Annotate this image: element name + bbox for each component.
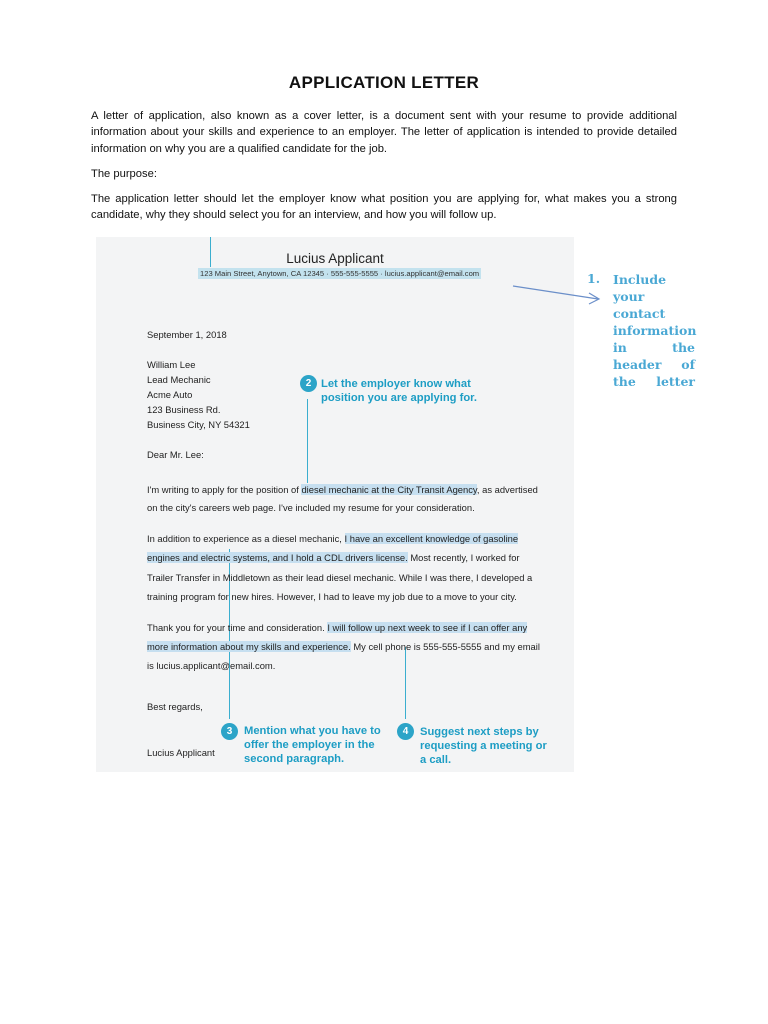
intro-paragraph: A letter of application, also known as a cover letter, is a document sent with your resume to provide additional information about your skills and experience to an employer. The letter of application is intended to provide detailed information on why you are a qualified candidate for the job. xyxy=(91,110,677,155)
callout-2-text: Let the employer know what position you are applying for. xyxy=(321,378,478,404)
recipient-name: William Lee xyxy=(147,359,196,370)
sample-p2-line2: engines and electric systems, and I hold a CDL drivers license. Most recently, I worked for xyxy=(147,552,520,563)
sample-p1-line1: I'm writing to apply for the position of diesel mechanic at the City Transit Agency, as advertised xyxy=(147,484,538,495)
sample-salutation: Dear Mr. Lee: xyxy=(147,449,204,460)
sample-p3-line1: Thank you for your time and consideration. I will follow up next week to see if I can offer any xyxy=(147,622,528,633)
callout-4-line xyxy=(405,647,406,719)
sample-p2-line4: training program for new hires. However, I had to leave my job due to a move to your city. xyxy=(147,591,517,602)
sample-p2-line3: Trailer Transfer in Middletown as their lead diesel mechanic. While I was there, I developed a xyxy=(147,572,533,583)
sample-name: Lucius Applicant xyxy=(286,251,384,266)
side-annotation-number: 1. xyxy=(587,271,601,286)
sample-p2-line1: In addition to experience as a diesel mechanic, I have an excellent knowledge of gasoline xyxy=(147,533,519,544)
sample-date: September 1, 2018 xyxy=(147,329,227,340)
recipient-street: 123 Business Rd. xyxy=(147,404,221,415)
callout-4-text: Suggest next steps by requesting a meeting or a call. xyxy=(420,726,547,766)
callout-4-badge: 4 xyxy=(397,723,414,740)
callout-2-badge: 2 xyxy=(300,375,317,392)
purpose-paragraph: The application letter should let the employer know what position you are applying for, what makes you a strong candidate, why they should select you for an interview, and how you will follow up. xyxy=(91,193,677,222)
callout-2-line xyxy=(307,399,308,483)
sample-p3-line3: is lucius.applicant@email.com. xyxy=(147,660,276,671)
callout-3-text: Mention what you have to offer the employer in the second paragraph. xyxy=(244,725,381,765)
sample-p1-line2: on the city's careers web page. I've included my resume for your consideration. xyxy=(147,502,475,513)
page-title: APPLICATION LETTER xyxy=(288,73,480,92)
recipient-company: Acme Auto xyxy=(147,389,193,400)
sample-letter-image xyxy=(96,237,574,772)
sample-contact: 123 Main Street, Anytown, CA 12345 · 555-555-5555 · lucius.applicant@email.com xyxy=(200,269,480,278)
recipient-city: Business City, NY 54321 xyxy=(147,419,250,430)
sample-p3-line2: more information about my skills and experience. My cell phone is 555-555-5555 and my email xyxy=(147,641,540,652)
side-annotation: Include your contact information in the header of the letter xyxy=(613,272,697,389)
sample-closing: Best regards, xyxy=(147,701,203,712)
callout-3-badge: 3 xyxy=(221,723,238,740)
sample-signature: Lucius Applicant xyxy=(147,747,215,758)
recipient-title: Lead Mechanic xyxy=(147,374,211,385)
purpose-label: The purpose: xyxy=(91,168,157,180)
